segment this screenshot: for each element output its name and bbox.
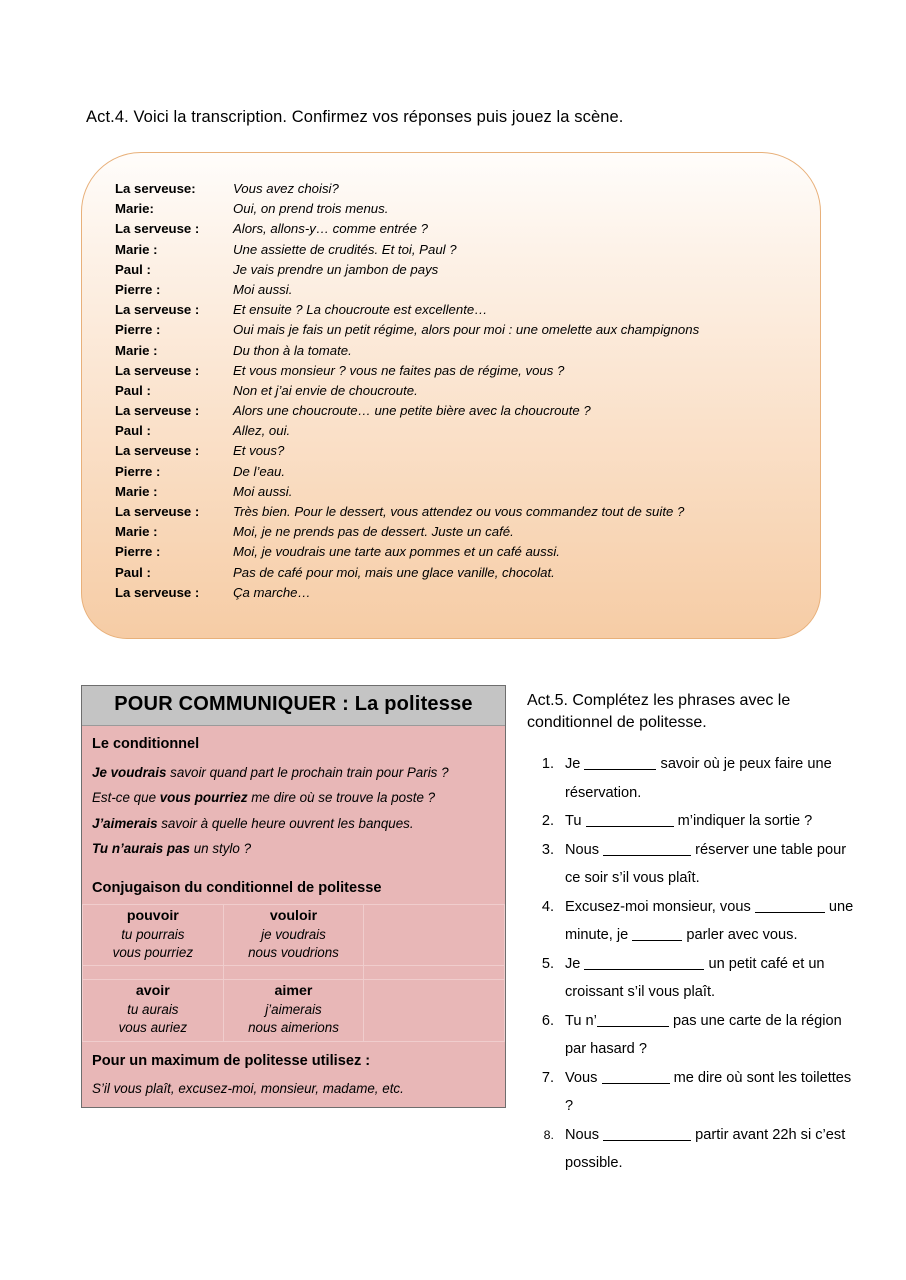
dialogue-line: Vous avez choisi? bbox=[233, 181, 339, 196]
dialogue-speaker: La serveuse : bbox=[115, 443, 200, 459]
act5-exercise-list bbox=[527, 750, 857, 1178]
act5-item-text: Tu n’ pas une carte de la région par hasard ? bbox=[565, 1012, 842, 1057]
pour-communiquer-header bbox=[82, 686, 505, 726]
dialogue-speaker: La serveuse : bbox=[115, 362, 200, 378]
dialogue-line: Ça marche… bbox=[233, 584, 311, 600]
conjugation-verb: vouloir bbox=[269, 908, 318, 925]
act5-list-item bbox=[527, 807, 857, 836]
answer-blank[interactable] bbox=[632, 927, 682, 941]
act5-item-number: 5. bbox=[541, 955, 554, 972]
answer-blank[interactable] bbox=[586, 813, 674, 827]
dialogue-row bbox=[115, 565, 810, 585]
dialogue-line: De l’eau. bbox=[233, 463, 286, 479]
dialogue-speaker: La serveuse : bbox=[115, 584, 200, 600]
conditionnel-subheading: Le conditionnel bbox=[92, 736, 200, 752]
dialogue-speaker: Marie : bbox=[115, 524, 158, 540]
conditionnel-example: Est-ce que vous pourriez me dire où se trouve la poste ? bbox=[92, 790, 436, 806]
act5-item-text: Vous me dire où sont les toilettes ? bbox=[565, 1069, 852, 1114]
dialogue-line: Et ensuite ? La choucroute est excellente… bbox=[233, 302, 488, 318]
dialogue-line: Une assiette de crudités. Et toi, Paul ? bbox=[233, 241, 457, 257]
act5-list-item bbox=[527, 950, 857, 1007]
dialogue-row bbox=[115, 403, 810, 423]
conjugation-row bbox=[83, 905, 505, 966]
answer-blank[interactable] bbox=[597, 1013, 669, 1027]
dialogue-row bbox=[115, 282, 810, 302]
act5-item-text: Je savoir où je peux faire une réservation. bbox=[565, 756, 832, 801]
dialogue-row bbox=[115, 262, 810, 282]
dialogue-row bbox=[115, 322, 810, 342]
dialogue-speaker: Paul : bbox=[115, 423, 151, 439]
act5-item-text: Excusez-moi monsieur, vous une minute, je parler avec vous. bbox=[565, 898, 854, 943]
dialogue-line: Allez, oui. bbox=[233, 423, 291, 439]
dialogue-line: Moi aussi. bbox=[233, 281, 293, 297]
act5-item-text: Nous réserver une table pour ce soir s’il vous plaît. bbox=[565, 841, 847, 886]
dialogue-speaker: La serveuse : bbox=[115, 403, 200, 419]
dialogue-row bbox=[115, 383, 810, 403]
act5-item-number: 8. bbox=[543, 1127, 554, 1142]
dialogue-speaker: Paul : bbox=[115, 564, 151, 580]
answer-blank[interactable] bbox=[602, 1070, 670, 1084]
dialogue-row bbox=[115, 585, 810, 605]
answer-blank[interactable] bbox=[603, 842, 691, 856]
dialogue-line: Moi, je voudrais une tarte aux pommes et un café aussi. bbox=[233, 544, 560, 560]
dialogue-speaker: Paul : bbox=[115, 261, 151, 277]
example-highlight: Tu n’aurais pas bbox=[92, 840, 190, 856]
dialogue-speaker: Marie : bbox=[115, 241, 158, 257]
conjugation-form: nous voudrions bbox=[248, 944, 339, 960]
conjugation-verb: avoir bbox=[135, 983, 170, 1000]
dialogue-speaker: Pierre : bbox=[115, 322, 161, 338]
conjugation-form: vous auriez bbox=[118, 1019, 188, 1035]
dialogue-speaker: La serveuse: bbox=[115, 181, 196, 196]
pour-communiquer-title: POUR COMMUNIQUER : La politesse bbox=[114, 693, 473, 715]
act5-item-text: Je un petit café et un croissant s’il vous plaît. bbox=[565, 955, 825, 1000]
conjugation-form: j’aimerais bbox=[265, 1002, 322, 1018]
pour-communiquer-body bbox=[82, 726, 505, 1107]
answer-blank[interactable] bbox=[584, 756, 656, 770]
act4-heading: Act.4. Voici la transcription. Confirmez vos réponses puis jouez la scène. bbox=[86, 108, 624, 126]
dialogue-row bbox=[115, 443, 810, 463]
act5-list-item bbox=[527, 1064, 857, 1121]
dialogue-row bbox=[115, 423, 810, 443]
act5-heading: Act.5. Complétez les phrases avec le conditionnel de politesse. bbox=[527, 692, 791, 731]
conjugation-form: je voudrais bbox=[261, 927, 326, 943]
pour-communiquer-box bbox=[81, 685, 506, 1108]
dialogue-line: Alors une choucroute… une petite bière avec la choucroute ? bbox=[233, 403, 591, 419]
dialogue-line: Très bien. Pour le dessert, vous attendez ou vous commandez tout de suite ? bbox=[233, 504, 685, 519]
act5-item-number: 3. bbox=[541, 841, 554, 858]
act5-item-number: 6. bbox=[541, 1012, 554, 1029]
act5-item-text: Tu m’indiquer la sortie ? bbox=[565, 813, 813, 829]
dialogue-line: Pas de café pour moi, mais une glace vanille, chocolat. bbox=[233, 564, 555, 580]
example-highlight: Je voudrais bbox=[92, 765, 167, 780]
dialogue-line: Alors, allons-y… comme entrée ? bbox=[233, 221, 428, 237]
dialogue-line: Je vais prendre un jambon de pays bbox=[233, 261, 439, 277]
dialogue-speaker: La serveuse : bbox=[115, 221, 200, 237]
act5-list-item bbox=[527, 836, 857, 893]
politesse-max-subheading: Pour un maximum de politesse utilisez : bbox=[92, 1052, 371, 1069]
conjugation-cell bbox=[83, 980, 224, 1041]
dialogue-line: Et vous? bbox=[233, 443, 285, 459]
act5-item-number: 7. bbox=[541, 1069, 554, 1086]
conditionnel-example: Je voudrais savoir quand part le prochain train pour Paris ? bbox=[92, 765, 449, 780]
dialogue-speaker: Pierre : bbox=[115, 281, 161, 297]
conjugation-table bbox=[82, 904, 505, 1041]
dialogue-speaker: Marie : bbox=[115, 342, 158, 358]
dialogue-speaker: La serveuse : bbox=[115, 302, 200, 318]
dialogue-row bbox=[115, 524, 810, 544]
dialogue-row bbox=[115, 221, 810, 241]
example-highlight: J’aimerais bbox=[92, 815, 158, 831]
dialogue-speaker: Pierre : bbox=[115, 463, 161, 479]
dialogue-row bbox=[115, 343, 810, 363]
dialogue-row bbox=[115, 504, 810, 524]
dialogue-row bbox=[115, 484, 810, 504]
act5-item-number: 1. bbox=[541, 756, 554, 772]
conjugation-cell bbox=[223, 905, 364, 966]
conjugation-form: tu aurais bbox=[127, 1002, 179, 1018]
conjugation-spacer-row bbox=[83, 966, 505, 980]
dialogue-speaker: Paul : bbox=[115, 382, 151, 398]
dialogue-speaker: Pierre : bbox=[115, 544, 161, 560]
conjugation-form: vous pourriez bbox=[112, 944, 194, 960]
dialogue-speaker: Marie: bbox=[115, 201, 154, 217]
example-highlight: vous pourriez bbox=[159, 790, 248, 806]
conjugation-cell bbox=[223, 980, 364, 1041]
dialogue-line: Oui, on prend trois menus. bbox=[233, 201, 389, 217]
dialogue-list bbox=[115, 181, 810, 605]
dialogue-line: Et vous monsieur ? vous ne faites pas de régime, vous ? bbox=[233, 362, 565, 378]
dialogue-row bbox=[115, 181, 810, 201]
act5-list-item bbox=[527, 750, 857, 807]
dialogue-row bbox=[115, 544, 810, 564]
dialogue-row bbox=[115, 363, 810, 383]
dialogue-line: Moi aussi. bbox=[233, 483, 293, 499]
act5-item-text: Nous partir avant 22h si c’est possible. bbox=[565, 1126, 846, 1171]
politesse-expressions-note: S’il vous plaît, excusez-moi, monsieur, madame, etc. bbox=[92, 1080, 404, 1096]
conjugaison-subheading: Conjugaison du conditionnel de politesse bbox=[92, 880, 382, 897]
act5-list-item bbox=[527, 1007, 857, 1064]
dialogue-line: Moi, je ne prends pas de dessert. Juste un café. bbox=[233, 524, 514, 540]
dialogue-row bbox=[115, 464, 810, 484]
conjugation-form: nous aimerions bbox=[248, 1019, 339, 1035]
dialogue-speaker: Marie : bbox=[115, 483, 158, 499]
dialogue-row bbox=[115, 302, 810, 322]
dialogue-line: Du thon à la tomate. bbox=[233, 342, 352, 358]
conjugation-row bbox=[83, 980, 505, 1041]
dialogue-transcription-box bbox=[81, 152, 821, 639]
act5-item-number: 4. bbox=[541, 898, 554, 915]
conjugation-cell bbox=[364, 905, 505, 966]
conjugation-verb: pouvoir bbox=[126, 908, 179, 925]
conditionnel-example: Tu n’aurais pas un stylo ? bbox=[92, 840, 252, 856]
answer-blank[interactable] bbox=[755, 899, 825, 913]
conjugation-form: tu pourrais bbox=[121, 927, 185, 943]
dialogue-line: Oui mais je fais un petit régime, alors pour moi : une omelette aux champignons bbox=[233, 322, 700, 338]
act5-list-item bbox=[527, 893, 857, 950]
dialogue-row bbox=[115, 242, 810, 262]
dialogue-row bbox=[115, 201, 810, 221]
dialogue-speaker: La serveuse : bbox=[115, 504, 200, 519]
answer-blank[interactable] bbox=[603, 1127, 691, 1141]
conjugation-verb: aimer bbox=[274, 983, 313, 1000]
conjugation-cell bbox=[364, 980, 505, 1041]
conjugation-cell bbox=[83, 905, 224, 966]
act5-list-item bbox=[527, 1121, 857, 1178]
act5-item-number: 2. bbox=[541, 813, 554, 829]
conditionnel-examples bbox=[82, 754, 505, 869]
conditionnel-example: J’aimerais savoir à quelle heure ouvrent les banques. bbox=[92, 815, 414, 831]
answer-blank[interactable] bbox=[584, 956, 704, 970]
dialogue-line: Non et j’ai envie de choucroute. bbox=[233, 382, 418, 398]
